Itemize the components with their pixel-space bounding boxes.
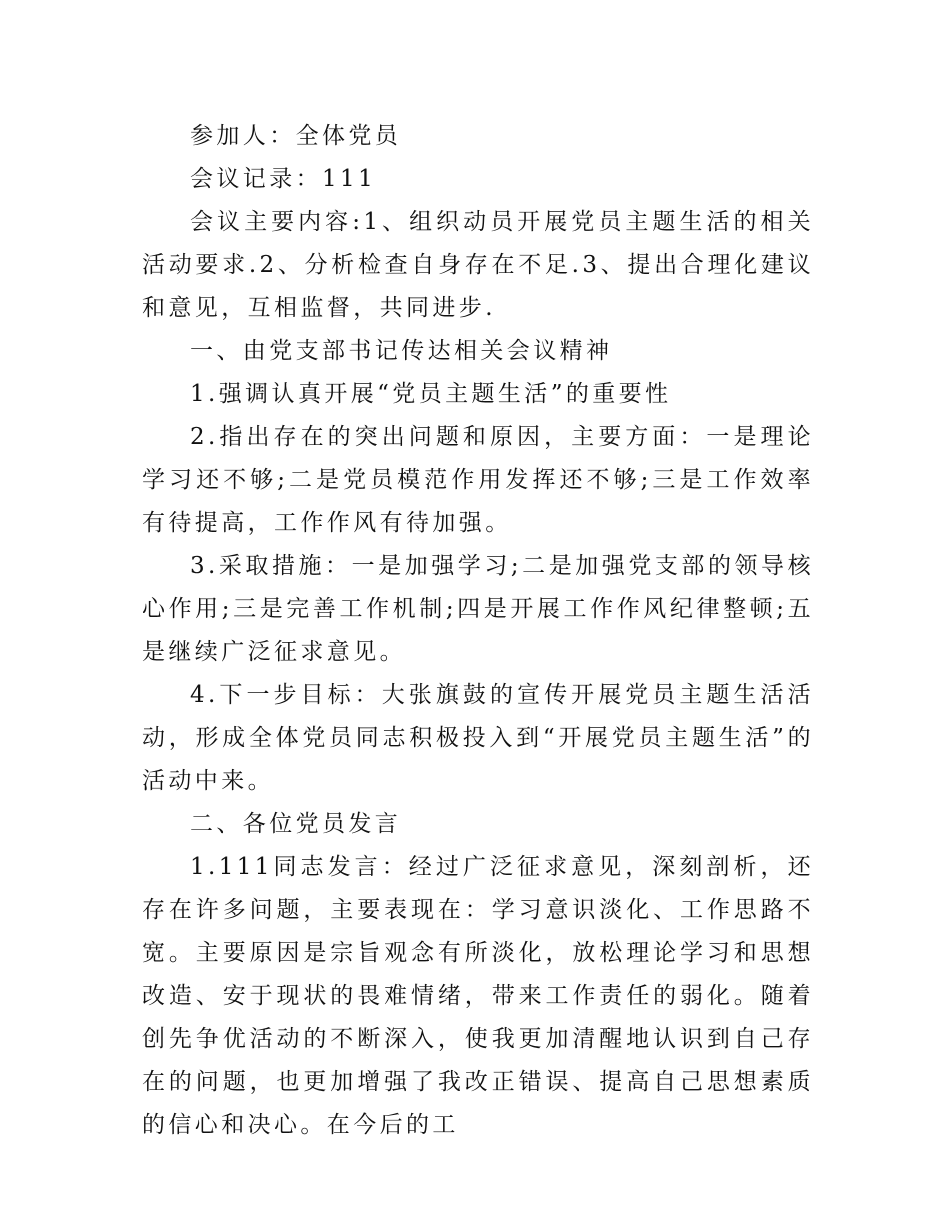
item-paragraph-1: 1.强调认真开展“党员主题生活”的重要性 — [190, 381, 672, 407]
member-speech-paragraph: 1.111同志发言：经过广泛征求意见，深刻剖析，还存在许多问题，主要表现在：学习意识淡化、工作思路不宽。主要原因是宗旨观念有所淡化，放松理论学习和思想改造、安于现状的畏难情绪，带来工作责任的弱化。随着创先争优活动的不断深入，使我更加清醒地认识到自己存在的问题，也更加增强了我改正错误、提高自己思想素质的信心和决心。在今后的工 — [142, 854, 814, 1138]
item-paragraph-3: 3.采取措施：一是加强学习;二是加强党支部的领导核心作用;三是完善工作机制;四是开展工作作风纪律整顿;五是继续广泛征求意见。 — [142, 553, 814, 665]
item-paragraph-4: 4.下一步目标：大张旗鼓的宣传开展党员主题生活活动，形成全体党员同志积极投入到“开展党员主题生活”的活动中来。 — [142, 682, 814, 794]
recorder-line: 会议记录：111 — [190, 166, 377, 192]
section-heading-1: 一、由党支部书记传达相关会议精神 — [190, 338, 613, 364]
attendees-line: 参加人：全体党员 — [190, 123, 402, 149]
item-paragraph-2: 2.指出存在的突出问题和原因，主要方面：一是理论学习还不够;二是党员模范作用发挥还不够;三是工作效率有待提高，工作作风有待加强。 — [142, 424, 814, 536]
section-heading-2: 二、各位党员发言 — [190, 811, 402, 837]
meeting-content-paragraph: 会议主要内容:1、组织动员开展党员主题生活的相关活动要求.2、分析检查自身存在不足.3、提出合理化建议和意见，互相监督，共同进步. — [142, 209, 814, 321]
document-body — [142, 115, 814, 1147]
